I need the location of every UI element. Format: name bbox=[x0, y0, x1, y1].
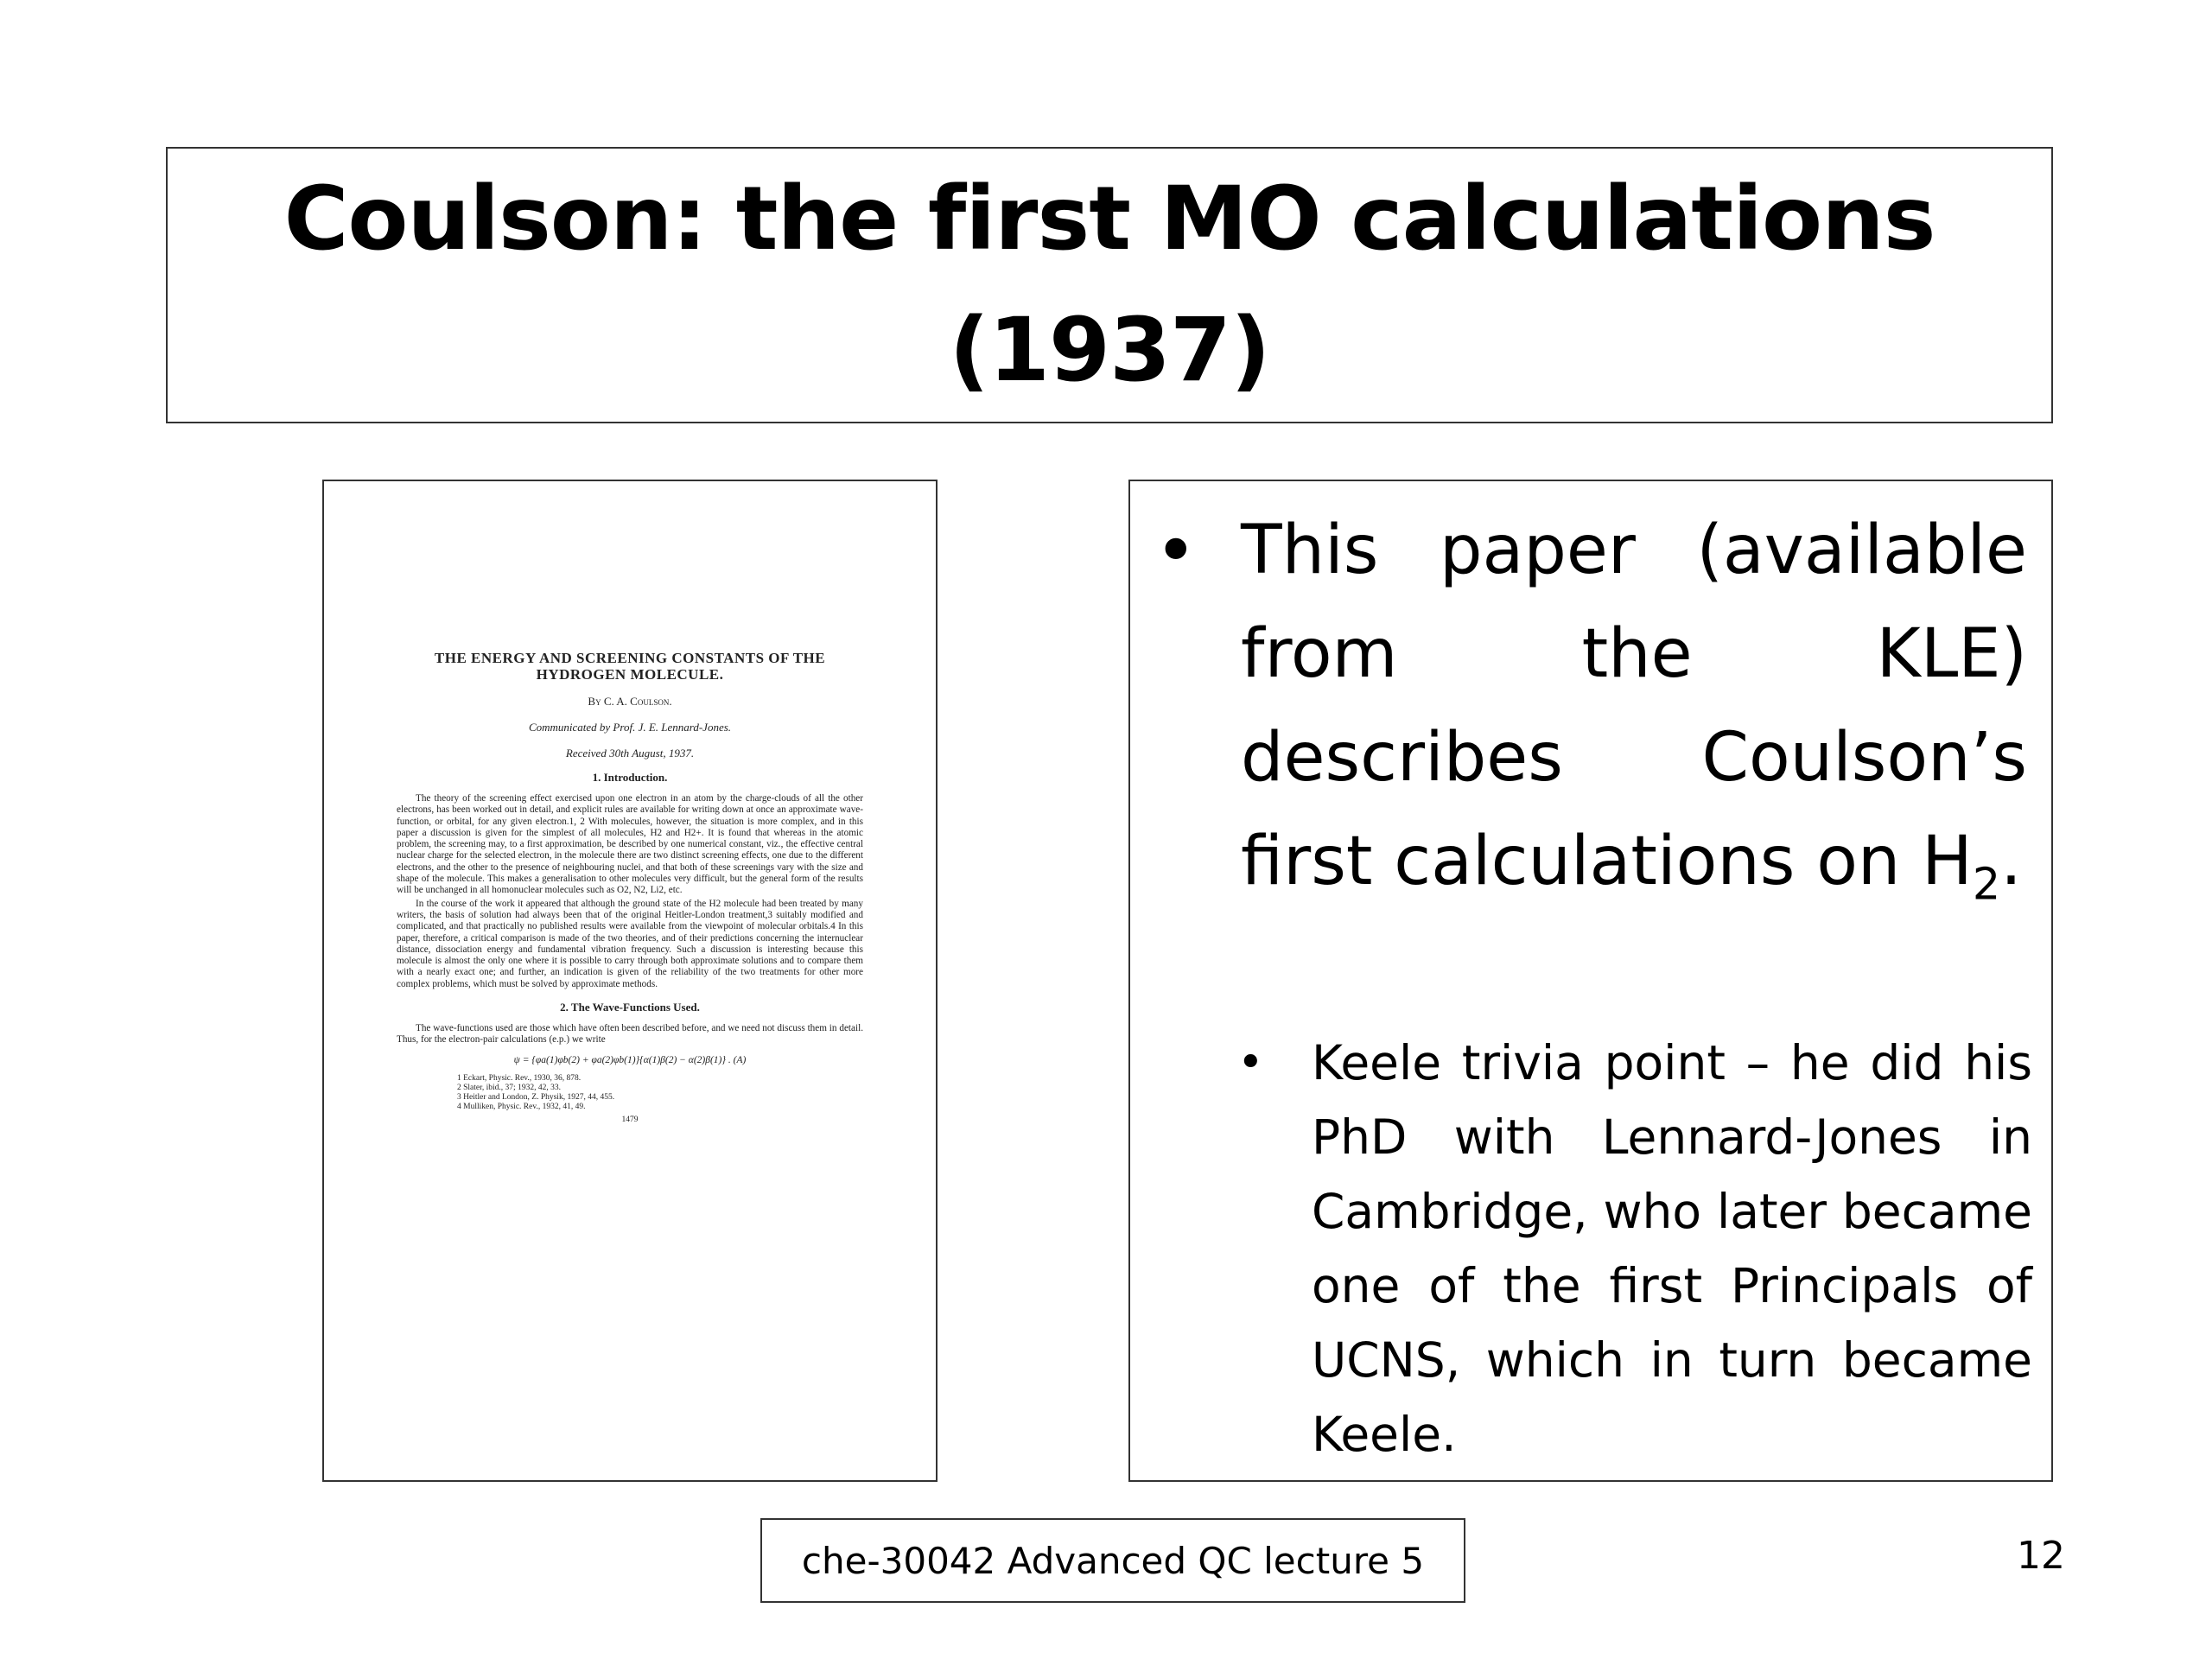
paper-reference: 4 Mulliken, Physic. Rev., 1932, 41, 49. bbox=[457, 1102, 586, 1111]
bullet-dot-icon: • bbox=[1237, 1037, 1264, 1089]
bullet-main-subscript: 2 bbox=[1972, 858, 2001, 910]
paper-paragraph-3: The wave-functions used are those which have often been described before, and we need not discuss them in detail. Thus, for the electron-pair calculations (e.p.) we write bbox=[397, 1023, 863, 1046]
slide-title-line-1: Coulson: the first MO calculations bbox=[283, 168, 1936, 270]
bullet-main bbox=[1154, 499, 2027, 937]
paper-paragraph-2: In the course of the work it appeared that although the ground state of the H2 molecule had been treated by many writers, the basis of solution had always been that of the original Heitler-London treatment,3 suitably modified and complicated, and that practically no published results were available from the viewpoint of molecular orbitals.4 In this paper, therefore, a critical comparison is made of the two theories, and of their predictions concerning the internuclear distance, dissociation energy and fundamental vibration frequency. Such a discussion is interesting because this molecule is almost the only one where it is possible to carry through both approximate solutions and to compare them with a nearly exact one; and further, an indication is given of the reliability of the two treatments for other more complex problems, which must be solved by approximate methods. bbox=[397, 898, 863, 989]
paper-section-intro: 1. Introduction. bbox=[592, 771, 668, 784]
slide-title-line-2: (1937) bbox=[949, 299, 1270, 402]
bullet-main-period: . bbox=[2000, 823, 2022, 900]
paper-paragraph-1: The theory of the screening effect exercised upon one electron in an atom by the charge-clouds of all the other electrons, has been worked out in detail, and explicit rules are available for writing down at once an approximate wave-function, or orbital, for any given electron.1, 2 With molecules, however, the situation is more complex, and in this paper a discussion is given for the simplest of all molecules, H2 and H2+. It is found that whereas in the atomic problem, the screening may, to a first approximation, be described by one numerical constant, viz., the effective central nuclear charge for the selected electron, in the molecule there are two distinct screening effects, one due to the different electrons, and the other to the presence of neighbouring nuclei, and that both of these screenings vary with the size and shape of the molecule. This makes a generalisation to other molecules very difficult, but the general form of the results will be unchanged in all homonuclear molecules such as O2, N2, Li2, etc. bbox=[397, 793, 863, 896]
paper-equation: ψ = {φa(1)φb(2) + φa(2)φb(1)}{α(1)β(2) − α(2)β(1)} . (A) bbox=[513, 1054, 747, 1065]
bullet-sub-text: Keele trivia point – he did his PhD with Lennard-Jones in Cambridge, who later became one of the first Principals of UCNS, which in turn became Keele. bbox=[1312, 1035, 2032, 1462]
paper-reference: 3 Heitler and London, Z. Physik, 1927, 44, 455. bbox=[457, 1092, 615, 1102]
paper-page-number: 1479 bbox=[621, 1115, 639, 1124]
paper-references bbox=[397, 1074, 863, 1112]
slide-title-box bbox=[166, 147, 2053, 423]
paper-page bbox=[397, 650, 863, 1124]
paper-section-wavefunctions: 2. The Wave-Functions Used. bbox=[560, 1001, 700, 1014]
paper-author: By C. A. Coulson. bbox=[588, 695, 672, 708]
bullet-sub bbox=[1237, 1026, 2032, 1471]
slide-page-number: 12 bbox=[2017, 1534, 2065, 1578]
bullet-main-text bbox=[1241, 499, 2027, 937]
bullet-main-body: This paper (available from the KLE) describes Coulson’s first calculations on H bbox=[1241, 512, 2027, 900]
paper-reference: 1 Eckart, Physic. Rev., 1930, 36, 878. bbox=[457, 1073, 582, 1083]
bullet-dot-icon: • bbox=[1154, 508, 1198, 593]
bullet-points-box bbox=[1128, 480, 2053, 1482]
paper-image bbox=[322, 480, 938, 1482]
paper-received: Received 30th August, 1937. bbox=[565, 747, 695, 760]
slide-footer: che-30042 Advanced QC lecture 5 bbox=[760, 1518, 1465, 1603]
paper-title: THE ENERGY AND SCREENING CONSTANTS OF THE HYDROGEN MOLECULE. bbox=[434, 650, 826, 683]
paper-reference: 2 Slater, ibid., 37; 1932, 42, 33. bbox=[457, 1083, 561, 1092]
paper-communicated: Communicated by Prof. J. E. Lennard-Jones. bbox=[528, 721, 732, 734]
